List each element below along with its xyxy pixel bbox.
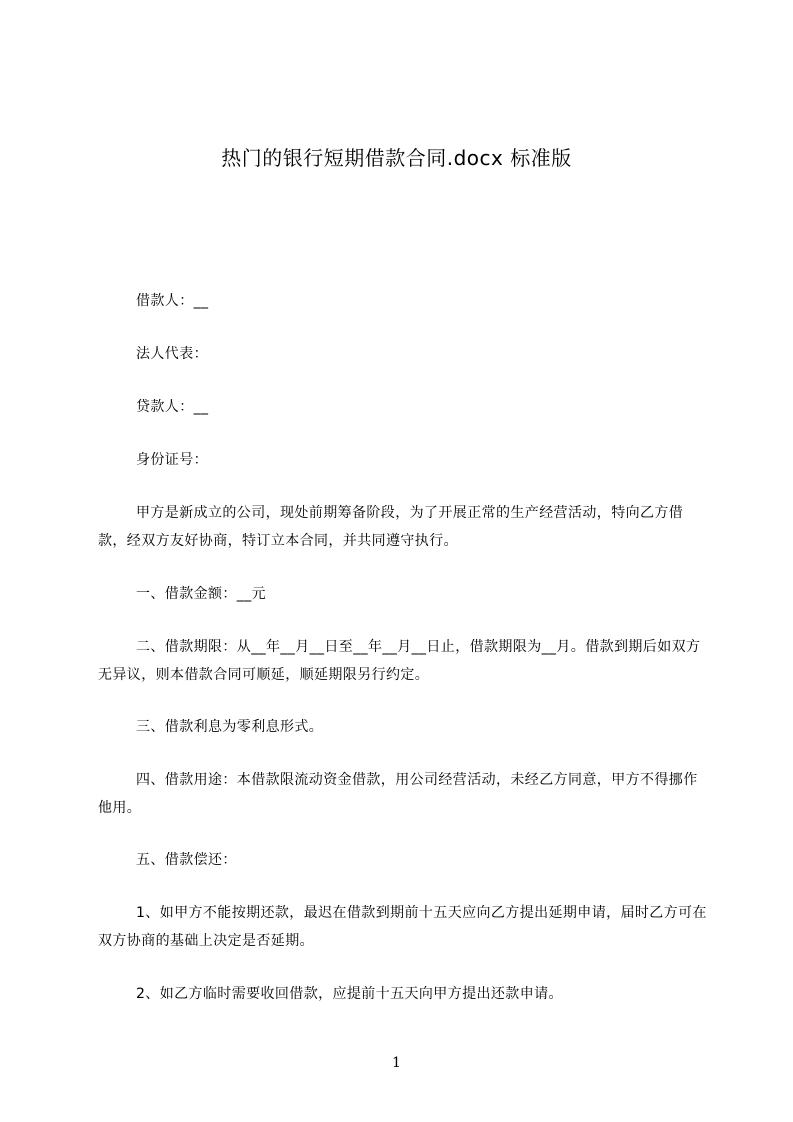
clause-loan-interest: 三、借款利息为零利息形式。 bbox=[136, 719, 324, 735]
legal-representative-line: 法人代表： bbox=[136, 346, 208, 362]
id-number-line: 身份证号： bbox=[136, 452, 208, 468]
repayment-item-2: 2、如乙方临时需要收回借款，应提前十五天向甲方提出还款申请。 bbox=[136, 986, 563, 1002]
preamble-paragraph: 甲方是新成立的公司，现处前期筹备阶段，为了开展正常的生产经营活动，特向乙方借款，经双方友好协商，特订立本合同，并共同遵守执行。 bbox=[98, 505, 684, 549]
clause-loan-term: 二、借款期限：从__年__月__日至__年__月__日止，借款期限为__月。借款到期后如双方无异议，则本借款合同可顺延，顺延期限另行约定。 bbox=[98, 639, 701, 683]
document-title: 热门的银行短期借款合同.docx 标准版 bbox=[221, 146, 572, 170]
clause-repayment-heading: 五、借款偿还： bbox=[136, 852, 237, 868]
borrower-line: 借款人：__ bbox=[136, 293, 209, 309]
clause-loan-amount: 一、借款金额：__元 bbox=[136, 586, 266, 602]
lender-line: 贷款人：__ bbox=[136, 399, 209, 415]
clause-loan-purpose: 四、借款用途：本借款限流动资金借款，用公司经营活动，未经乙方同意，甲方不得挪作他用。 bbox=[98, 772, 698, 816]
page-number: 1 bbox=[392, 1055, 401, 1071]
repayment-item-1: 1、如甲方不能按期还款，最迟在借款到期前十五天应向乙方提出延期申请，届时乙方可在双方协商的基础上决定是否延期。 bbox=[98, 905, 707, 949]
